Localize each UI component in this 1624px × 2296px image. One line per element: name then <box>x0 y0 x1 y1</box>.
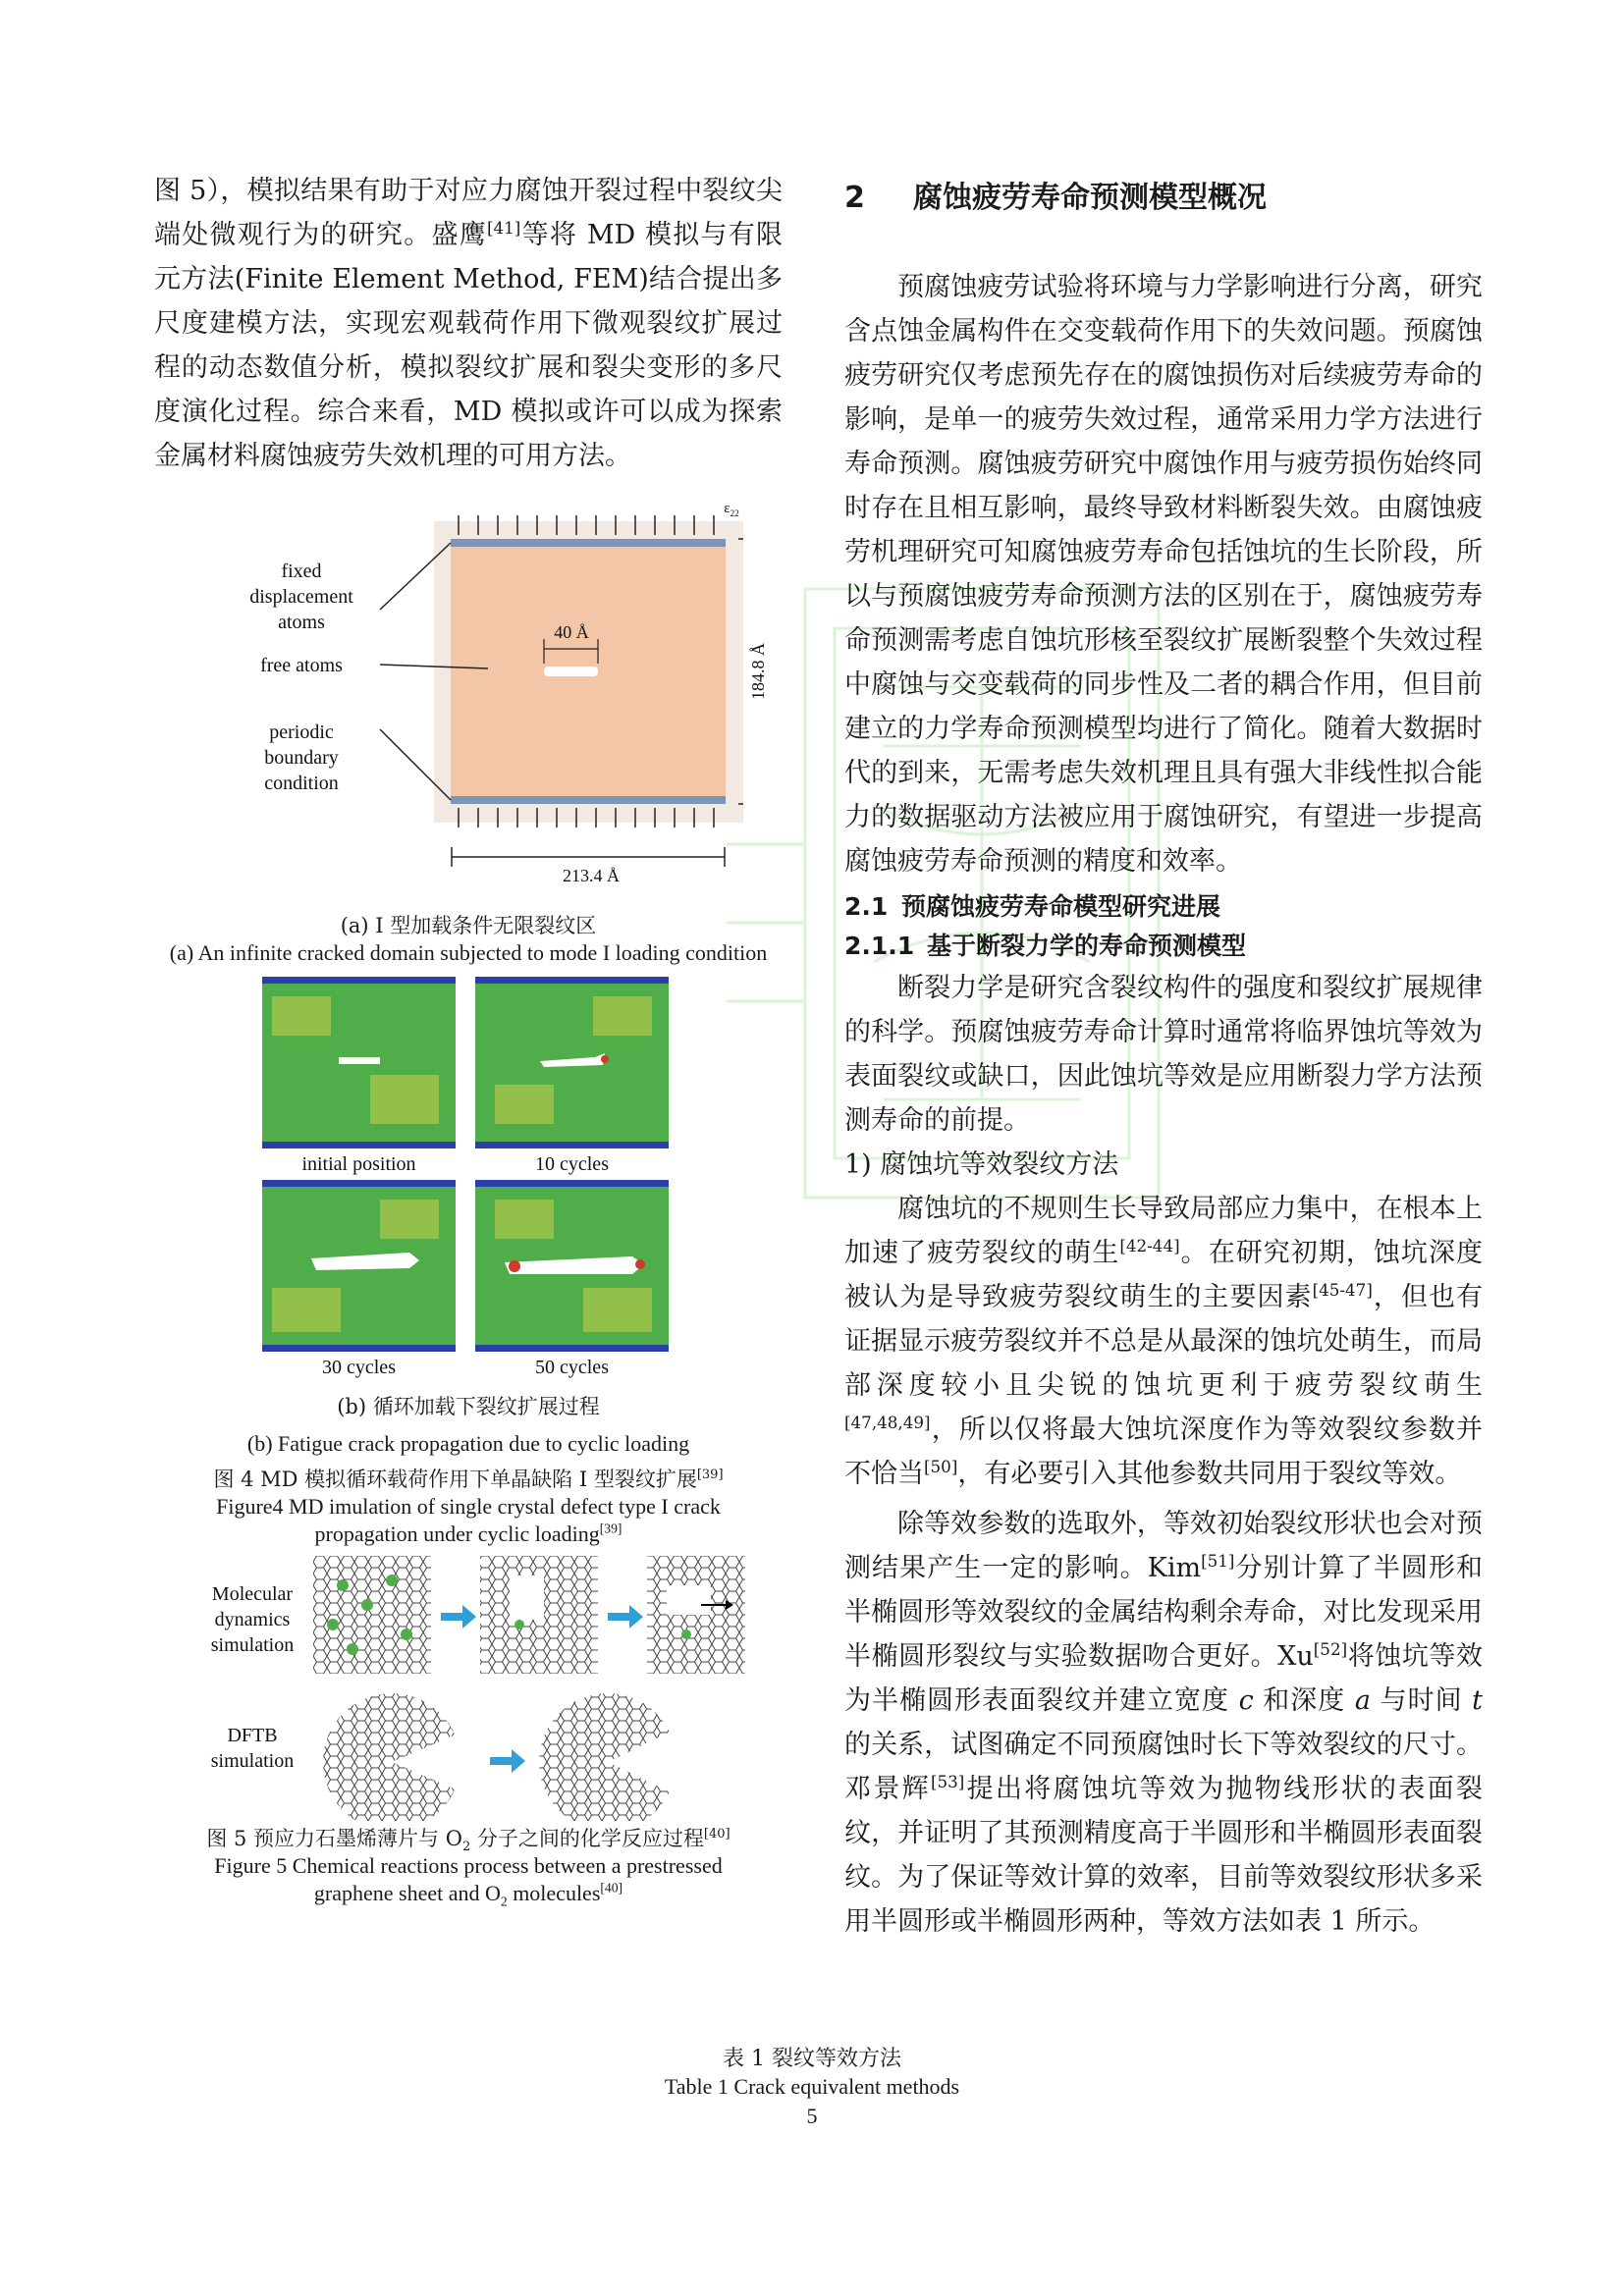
shape-paragraph: 除等效参数的选取外，等效初始裂纹形状也会对预测结果产生一定的影响。Kim[51]分别计算了半圆形和半椭圆形等效裂纹的金属结构剩余寿命，对比发现采用半椭圆形裂纹与实验数据吻合更好。Xu[52]将蚀坑等效为半椭圆形表面裂纹并建立宽度 c 和深度 a 与时间 t 的关系，试图确定不同预腐蚀时长下等效裂纹的尺寸。邓景辉[53]提出将腐蚀坑等效为抛物线形状的表面裂纹，并证明了其预测精度高于半圆形和半椭圆形表面裂纹。为了保证等效计算的效率，目前等效裂纹形状多采用半圆形或半椭圆形两种，等效方法如表 1 所示。 <box>844 1509 1484 1937</box>
crack-length-label: 40 Å <box>554 622 589 642</box>
figure4b <box>262 977 675 1379</box>
label-10-cycles: 10 cycles <box>535 1153 609 1175</box>
label-condition: condition <box>264 773 339 794</box>
section-2-1-1-heading: 2.1.1 基于断裂力学的寿命预测模型 <box>844 932 1247 960</box>
section-2-1-1-paragraph: 断裂力学是研究含裂纹构件的强度和裂纹扩展规律的科学。预腐蚀疲劳寿命计算时通常将临界蚀坑等效为表面裂纹或缺口，因此蚀坑等效是应用断裂力学方法预测寿命的前提。 <box>844 973 1483 1136</box>
figure5 <box>193 1556 743 1821</box>
fixed-atoms-top <box>451 539 726 547</box>
label-displacement: displacement <box>249 586 353 608</box>
label-atoms: atoms <box>278 612 325 633</box>
label-30-cycles: 30 cycles <box>322 1357 396 1378</box>
intro-paragraph: 图 5），模拟结果有助于对应力腐蚀开裂过程中裂纹尖端处微观行为的研究。盛鹰[41]等将 MD 模拟与有限元方法(Finite Element Method, FEM)结合提出多尺度建模方法，实现宏观载荷作用下微观裂纹扩展过程的动态数值分析，模拟裂纹扩展和裂尖变形的多尺度演化过程。综合来看，MD 模拟或许可以成为探索金属材料腐蚀疲劳失效机理的可用方法。 <box>154 176 784 471</box>
md-panel-30-cycles <box>262 1180 456 1352</box>
arrow-icon <box>608 1605 643 1629</box>
page-number: 5 <box>806 2104 818 2128</box>
md-panel-50-cycles <box>475 1180 669 1352</box>
width-label: 213.4 Å <box>563 866 620 885</box>
section-2-paragraph: 预腐蚀疲劳试验将环境与力学影响进行分离，研究含点蚀金属构件在交变载荷作用下的失效问题。预腐蚀疲劳研究仅考虑预先存在的腐蚀损伤对后续疲劳寿命的影响，是单一的疲劳失效过程，通常采用力学方法进行寿命预测。腐蚀疲劳研究中腐蚀作用与疲劳损伤始终同时存在且相互影响，最终导致材料断裂失效。由腐蚀疲劳机理研究可知腐蚀疲劳寿命包括蚀坑的生长阶段，所以与预腐蚀疲劳寿命预测方法的区别在于，腐蚀疲劳寿命预测需考虑自蚀坑形核至裂纹扩展断裂整个失效过程中腐蚀与交变载荷的同步性及二者的耦合作用，但目前建立的力学寿命预测模型均进行了简化。随着大数据时代的到来，无需考虑失效机理且具有强大非线性拟合能力的数据驱动方法被应用于腐蚀研究，有望进一步提高腐蚀疲劳寿命预测的精度和效率。 <box>844 272 1483 877</box>
label-fixed: fixed <box>281 561 322 582</box>
arrow-icon <box>441 1605 476 1629</box>
fixed-atoms-bottom <box>451 796 726 804</box>
md-panel-10-cycles <box>475 977 669 1148</box>
left-column <box>154 169 783 1907</box>
label-simulation-md: simulation <box>210 1634 295 1656</box>
arrow-icon <box>490 1749 525 1773</box>
label-initial-position: initial position <box>301 1153 416 1175</box>
label-50-cycles: 50 cycles <box>535 1357 609 1378</box>
figure5-caption-en-line1: Figure 5 Chemical reactions process between a prestressed <box>214 1853 723 1878</box>
figure5-caption-en-line2: graphene sheet and $O_2$ molecules[40] <box>313 1880 623 1909</box>
figure4a-caption-en: (a) An infinite cracked domain subjected to mode I loading condition <box>169 940 768 965</box>
label-dynamics: dynamics <box>214 1609 291 1630</box>
table1-caption-zh: 表 1 裂纹等效方法 <box>723 2047 901 2071</box>
label-dftb: DFTB <box>227 1725 278 1746</box>
section-2-1-heading: 2.1 预腐蚀疲劳寿命模型研究进展 <box>844 892 1221 921</box>
table1-caption-en: Table 1 Crack equivalent methods <box>664 2074 960 2099</box>
graphene-reaction-diagram <box>313 1556 745 1821</box>
figure4-caption-zh: 图 4 MD 模拟循环载荷作用下单晶缺陷 I 型裂纹扩展[39] <box>213 1468 724 1491</box>
figure4a-caption-zh: (a) I 型加载条件无限裂纹区 <box>340 914 597 937</box>
md-panel-initial <box>262 977 456 1148</box>
figure4b-caption-zh: (b) 循环加载下裂纹扩展过程 <box>337 1395 600 1418</box>
figure4b-caption-en: (b) Fatigue crack propagation due to cyclic loading <box>246 1431 690 1456</box>
label-simulation-dftb: simulation <box>210 1750 295 1772</box>
table1-caption <box>0 2046 1624 2130</box>
strain-label: $\varepsilon_{22}$ <box>724 501 739 519</box>
label-periodic: periodic <box>269 721 334 743</box>
right-column <box>844 169 1483 1944</box>
figure5-caption-zh: 图 5 预应力石墨烯薄片与 $O_2$ 分子之间的化学反应过程[40] <box>206 1827 731 1855</box>
pit-paragraph: 腐蚀坑的不规则生长导致局部应力集中，在根本上加速了疲劳裂纹的萌生[42-44]。在研究初期，蚀坑深度被认为是导致疲劳裂纹萌生的主要因素[45-47]，但也有证据显示疲劳裂纹并不总是从最深的蚀坑处萌生，而局部深度较小且尖锐的蚀坑更利于疲劳裂纹萌生[47,48,49]，所以仅将最大蚀坑深度作为等效裂纹参数并不恰当[50]，有必要引入其他参数共同用于裂纹等效。 <box>844 1194 1484 1489</box>
figure4-caption-en: Figure4 MD imulation of single crystal defect type I crack propagation under cyclic loading[39] <box>216 1494 721 1546</box>
label-free-atoms: free atoms <box>260 655 343 676</box>
label-boundary: boundary <box>264 747 339 769</box>
list-item-1: 1) 腐蚀坑等效裂纹方法 <box>844 1149 1119 1180</box>
label-molecular: Molecular <box>211 1583 294 1605</box>
section-2-heading: 2 腐蚀疲劳寿命预测模型概况 <box>844 181 1267 215</box>
height-label: 184.8 Å <box>748 643 768 700</box>
crack <box>544 667 598 676</box>
figure4a <box>193 501 768 904</box>
